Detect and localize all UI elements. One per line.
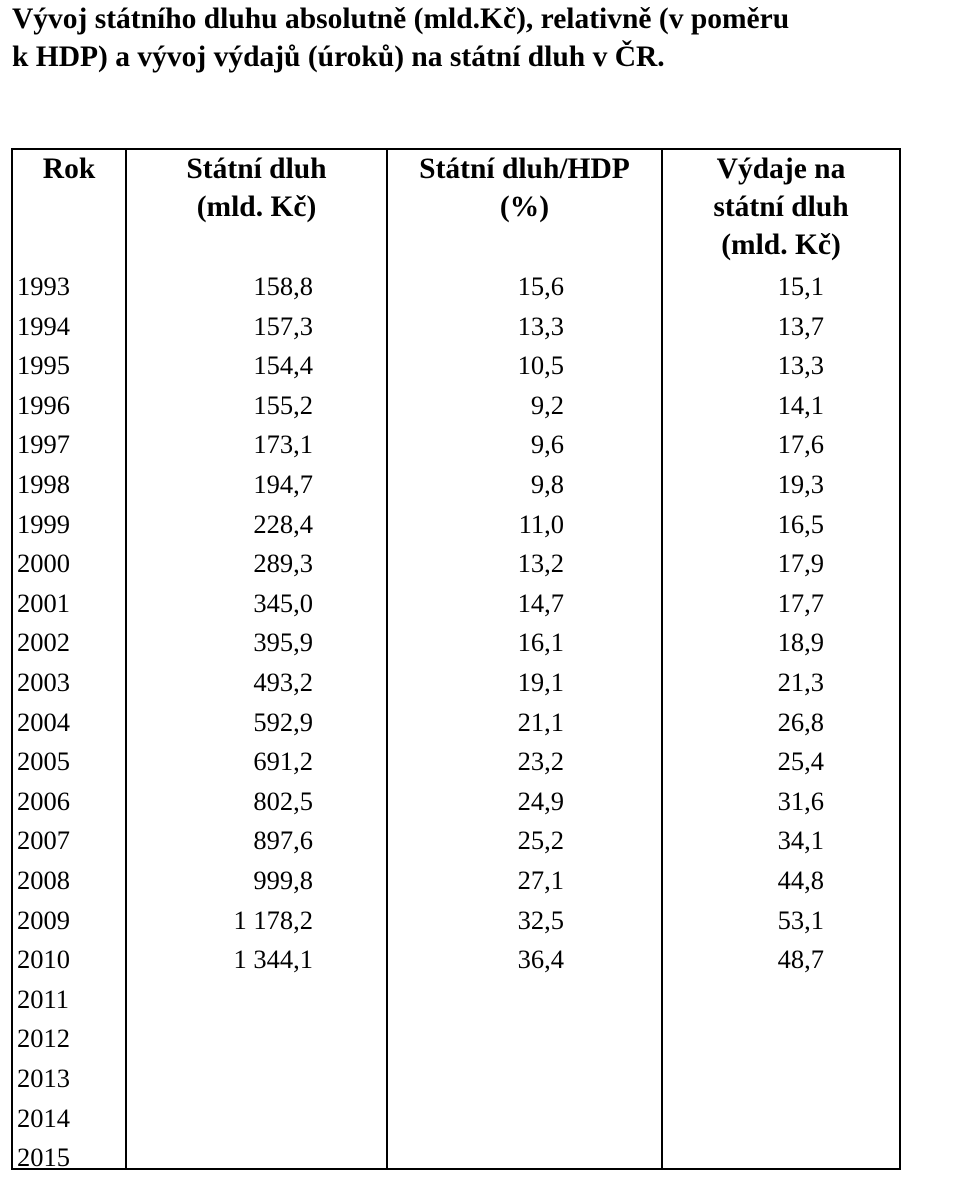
cell-year: 2007 (17, 825, 70, 856)
header-debt-line-1: Státní dluh (186, 153, 327, 185)
cell-ratio: 13,3 (517, 310, 564, 341)
cell-ratio: 9,2 (530, 389, 564, 420)
header-debt-line-2: (mld. Kč) (196, 191, 317, 223)
table-border-left (11, 148, 13, 1170)
cell-debt: 1 178,2 (233, 904, 313, 935)
cell-ratio: 23,2 (517, 746, 564, 777)
cell-debt: 158,8 (253, 271, 313, 301)
cell-debt: 802,5 (253, 785, 313, 816)
cell-exp: 13,3 (777, 350, 824, 381)
cell-ratio: 10,5 (517, 350, 564, 381)
cell-debt: 691,2 (253, 746, 313, 777)
cell-debt: 194,7 (253, 469, 313, 499)
cell-exp: 13,7 (777, 310, 824, 341)
cell-ratio: 32,5 (517, 904, 564, 935)
cell-exp: 48,7 (777, 944, 824, 975)
cell-exp: 31,6 (777, 785, 824, 816)
cell-exp: 34,1 (777, 825, 824, 856)
cell-exp: 16,5 (777, 508, 824, 539)
cell-exp: 53,1 (777, 904, 824, 935)
cell-year: 2005 (17, 746, 70, 777)
cell-ratio: 25,2 (517, 825, 564, 856)
cell-ratio: 21,1 (517, 706, 564, 737)
cell-year: 2001 (17, 587, 70, 618)
cell-ratio: 9,8 (530, 469, 564, 499)
cell-year: 2008 (17, 865, 70, 895)
header-ratio (388, 150, 661, 226)
cell-year: 1995 (17, 350, 70, 381)
cell-ratio: 13,2 (517, 548, 564, 579)
cell-exp: 18,9 (777, 627, 824, 658)
cell-year: 2009 (17, 904, 70, 935)
header-exp-line-1: Výdaje na (716, 153, 846, 185)
cell-debt: 173,1 (253, 429, 313, 460)
cell-year: 2003 (17, 667, 70, 697)
cell-ratio: 27,1 (517, 865, 564, 895)
cell-exp: 17,9 (777, 548, 824, 579)
cell-year: 1996 (17, 389, 70, 420)
header-expenditure (663, 150, 899, 264)
cell-ratio: 11,0 (518, 508, 564, 539)
cell-debt: 228,4 (253, 508, 313, 539)
cell-debt: 395,9 (253, 627, 313, 658)
cell-debt: 155,2 (253, 389, 313, 420)
cell-year: 1993 (17, 271, 70, 301)
cell-year: 2012 (17, 1023, 70, 1054)
cell-ratio: 14,7 (517, 587, 564, 618)
header-year-label: Rok (42, 153, 96, 185)
title-line-1: Vývoj státního dluhu absolutně (mld.Kč), relativně (v poměru (12, 3, 790, 35)
cell-exp: 26,8 (777, 706, 824, 737)
cell-year: 1997 (17, 429, 70, 460)
cell-debt: 592,9 (253, 706, 313, 737)
header-exp-line-3: (mld. Kč) (721, 229, 841, 261)
cell-ratio: 19,1 (517, 667, 564, 697)
cell-ratio: 9,6 (530, 429, 564, 460)
cell-debt: 157,3 (253, 310, 313, 341)
cell-debt: 154,4 (253, 350, 313, 381)
header-ratio-line-2: (%) (499, 191, 550, 223)
cell-year: 2011 (17, 983, 70, 1014)
title-line-2: k HDP) a vývoj výdajů (úroků) na státní dluh v ČR. (12, 41, 665, 73)
cell-year: 2006 (17, 785, 70, 816)
cell-ratio: 24,9 (517, 785, 564, 816)
cell-exp: 17,7 (777, 587, 824, 618)
document-title (12, 0, 952, 76)
cell-debt: 345,0 (253, 587, 313, 618)
cell-debt: 493,2 (253, 667, 313, 697)
cell-year: 2010 (17, 944, 70, 975)
cell-exp: 25,4 (777, 746, 824, 777)
cell-exp: 19,3 (777, 469, 824, 499)
cell-year: 1994 (17, 310, 70, 341)
cell-exp: 15,1 (777, 271, 824, 301)
header-debt (127, 150, 386, 226)
header-exp-line-2: státní dluh (713, 191, 849, 223)
cell-ratio: 36,4 (517, 944, 564, 975)
cell-exp: 21,3 (777, 667, 824, 697)
cell-year: 2000 (17, 548, 70, 579)
cell-year: 2014 (17, 1102, 70, 1133)
cell-ratio: 15,6 (517, 271, 564, 301)
cell-ratio: 16,1 (517, 627, 564, 658)
cell-debt: 1 344,1 (233, 944, 313, 975)
cell-debt: 999,8 (253, 865, 313, 895)
table-border-right (899, 148, 901, 1170)
cell-exp: 17,6 (777, 429, 824, 460)
cell-debt: 897,6 (253, 825, 313, 856)
cell-year: 2002 (17, 627, 70, 658)
cell-year: 2004 (17, 706, 70, 737)
cell-year: 2013 (17, 1063, 70, 1093)
cell-year: 1999 (17, 508, 70, 539)
header-ratio-line-1: Státní dluh/HDP (419, 153, 630, 185)
header-year (13, 150, 125, 188)
cell-exp: 14,1 (777, 389, 824, 420)
cell-debt: 289,3 (253, 548, 313, 579)
cell-year: 1998 (17, 469, 70, 499)
cell-year: 2015 (17, 1142, 70, 1173)
debt-table (11, 148, 901, 1173)
cell-exp: 44,8 (777, 865, 824, 895)
table-border-bottom (11, 1168, 901, 1170)
